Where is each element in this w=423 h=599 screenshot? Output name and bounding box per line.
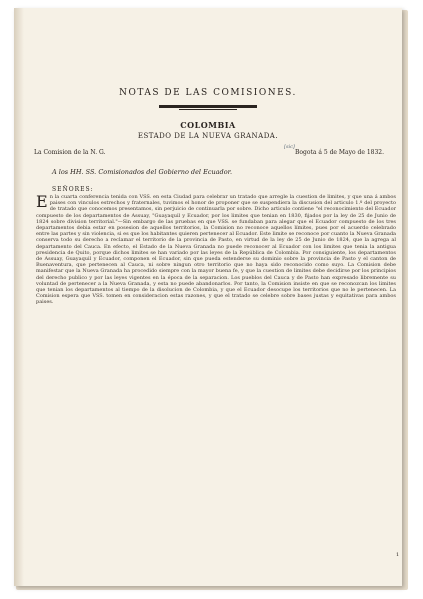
page-mark: 1: [396, 552, 400, 558]
letter-body-text: n la cuarta conferencia tenida con VSS. en esta Ciudad para celebrar un tratado que arregle la cuestion de limites, y que una á ambos paises con vinculos estrechos y fraternales, tuvimos el honor de proponer que se suspendiera la discusion del articulo 1.º del proyecto de tratado que conocemos presentamos, sin perjuicio de continuarla por sobre. Dicho articulo contiene "el reconocimiento del Ecuador compuesto de los departamentos de Assuay, "Guayaquil y Ecuador, por los limites que tenian en 1830, fijados por la ley de 25 de Junio de 1824 sobre division territorial."—Sin embargo de las pruebas en que VSS. se fundaban para alegar que el Ecuador compuesto de los tres departamentos debia estar en posesion de aquellos territorios, la Comision no reconoce aquellos límites, pues por el acuerdo celebrado entre las partes y sin violencia, si es que los habitantes quieren pertenecer al Ecuador. Este limite se reconoce por cuanto la Nueva Granada conserva todo su derecho a reclamar el territorio de la provincia de Pasto, en virtud de la ley de 25 de Junio de 1824, que la agrega al departamento del Cauca. En efecto, el Estado de la Nueva Granada no puede reconocer al Ecuador con los limites que tenia la antigua presidencia de Quito, porque dichos limites se han variado por las leyes de la República de Colombia. Por consiguiente, los departamentos de Assuay, Guayaquil y Ecuador, componen el Ecuador, sin que pueda estenderse su dominio sobre la provincia de Pasto y el canton de Buenaventura, que pertenecen al Cauca, ni sobre ningun otro territorio que no haya sido reconocido como suyo. La Comision debe manifestar que la Nueva Granada ha procedido siempre con la mayor buena fe, y que la cuestion de limites debe decidirse por los principios del derecho publico y por las leyes vigentes en la época de la separacion. Los pueblos del Cauca y de Pasto han expresado libremente su voluntad de pertenecer a la Nueva Granada, y esta no puede abandonarlos. Por tanto, la Comision insiste en que se reconozcan los limites que tenian los departamentos al tiempo de la disolucion de Colombia, y que el Ecuador desocupe los territorios que no le pertenecen. La Comision espera que VSS. tomen en consideracion estas razones, y que el tratado se celebre sobre bases justas y equitativas para ambos paises.: [36, 194, 396, 306]
dateline-date: Bogota á 5 de Mayo de 1832.: [295, 149, 384, 156]
handwritten-annotation: [sic]: [284, 144, 295, 150]
letter-body: [36, 194, 396, 306]
page-header: NOTAS DE LAS COMISIONES.: [119, 88, 297, 98]
state-heading: ESTADO DE LA NUEVA GRANADA.: [137, 132, 279, 140]
dateline-sender: La Comision de la N. G.: [34, 149, 106, 156]
header-rule: [159, 105, 257, 108]
document-page: [14, 8, 402, 586]
country-heading: COLOMBIA: [180, 120, 236, 130]
header-rule-thin: [179, 109, 237, 110]
letter-address: A los HH. SS. Comisionados del Gobierno del Ecuador.: [52, 168, 233, 176]
drop-cap: E: [36, 192, 48, 211]
letter-salutation: SEÑORES:: [52, 186, 94, 193]
